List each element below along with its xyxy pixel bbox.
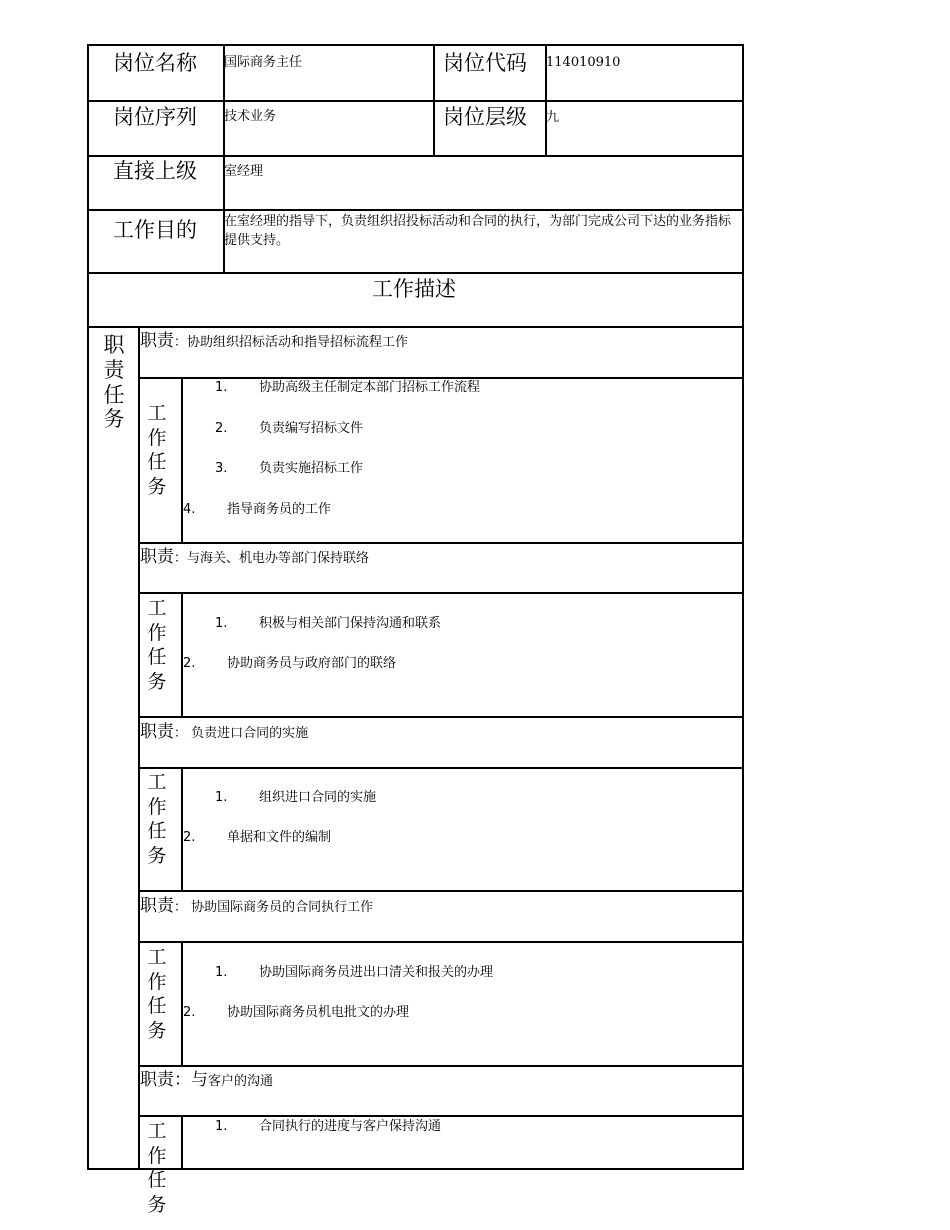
task-text: 负责编写招标文件 [259,421,364,436]
duty-section-label: 职责任务 [103,333,125,432]
level-label: 岗位层级 [443,105,527,129]
duty-title [140,333,408,350]
task-text: 合同执行的进度与客户保持沟通 [259,1119,442,1134]
description-title: 工作描述 [372,277,456,301]
col-divider [138,326,140,1170]
task-number: 1. [215,616,228,631]
row-divider [138,767,744,769]
task-text: 组织进口合同的实施 [259,790,377,805]
task-text: 指导商务员的工作 [227,502,332,517]
task-text: 协助国际商务员进出口清关和报关的办理 [259,965,494,980]
task-number: 1. [215,965,228,980]
task-label: 工作任务 [147,597,167,694]
task-number: 1. [215,1119,228,1134]
task-text: 协助高级主任制定本部门招标工作流程 [259,380,481,395]
position-code-value: 114010910 [546,55,621,70]
border-bottom [87,1168,744,1170]
row-divider [138,377,744,379]
purpose-value: 在室经理的指导下，负责组织招投标活动和合同的执行，为部门完成公司下达的业务指标提供支持。 [224,214,732,248]
col-divider [433,44,435,156]
border-left [87,44,89,1170]
task-number: 3. [215,461,228,476]
border-top [87,44,744,46]
duty-title [140,724,308,741]
row-divider [87,100,744,102]
row-divider [138,592,744,594]
duty-text: ：协助组织招标活动和指导招标流程工作 [174,335,409,350]
task-number: 1. [215,790,228,805]
border-right [742,44,744,1170]
superior-label: 直接上级 [113,159,197,183]
col-divider [181,592,183,718]
task-text: 单据和文件的编制 [227,830,332,845]
col-divider [181,941,183,1067]
task-label: 工作任务 [147,771,167,868]
task-number: 2. [183,830,196,845]
task-number: 2. [183,656,196,671]
task-label: 工作任务 [147,402,167,499]
task-text: 协助国际商务员机电批文的办理 [227,1005,410,1020]
row-divider [138,890,744,892]
duty-title [140,898,373,915]
row-divider [87,326,744,328]
row-divider [87,155,744,157]
superior-value: 室经理 [224,164,264,179]
row-divider [138,941,744,943]
row-divider [138,1065,744,1067]
duty-prefix: 职责 [140,722,174,742]
duty-text: ： 协助国际商务员的合同执行工作 [174,900,374,915]
task-number: 2. [215,421,228,436]
duty-text-lead: ：与 [174,1070,208,1090]
purpose-label: 工作目的 [113,218,197,242]
level-value: 九 [546,110,560,125]
position-code-label: 岗位代码 [443,51,527,75]
sequence-value: 技术业务 [224,109,277,124]
duty-title [140,549,369,566]
duty-prefix: 职责 [140,1070,174,1090]
duty-prefix: 职责 [140,547,174,567]
row-divider [87,209,744,211]
task-number: 1. [215,380,228,395]
task-number: 4. [183,502,196,517]
task-text: 积极与相关部门保持沟通和联系 [259,616,442,631]
task-number: 2. [183,1005,196,1020]
col-divider [181,1115,183,1170]
duty-prefix: 职责 [140,331,174,351]
duty-prefix: 职责 [140,896,174,916]
duty-text: 客户的沟通 [208,1074,274,1089]
duty-title [140,1072,273,1089]
position-name-label: 岗位名称 [113,51,197,75]
task-text: 协助商务员与政府部门的联络 [227,656,397,671]
duty-text: ： 负责进口合同的实施 [174,726,309,741]
task-label: 工作任务 [147,1120,167,1217]
row-divider [138,716,744,718]
row-divider [138,1115,744,1117]
duty-text: ：与海关、机电办等部门保持联络 [174,551,370,566]
col-divider [181,377,183,543]
row-divider [87,272,744,274]
task-text: 负责实施招标工作 [259,461,364,476]
row-divider [138,542,744,544]
task-label: 工作任务 [147,946,167,1043]
sequence-label: 岗位序列 [113,105,197,129]
position-name-value: 国际商务主任 [224,55,303,70]
